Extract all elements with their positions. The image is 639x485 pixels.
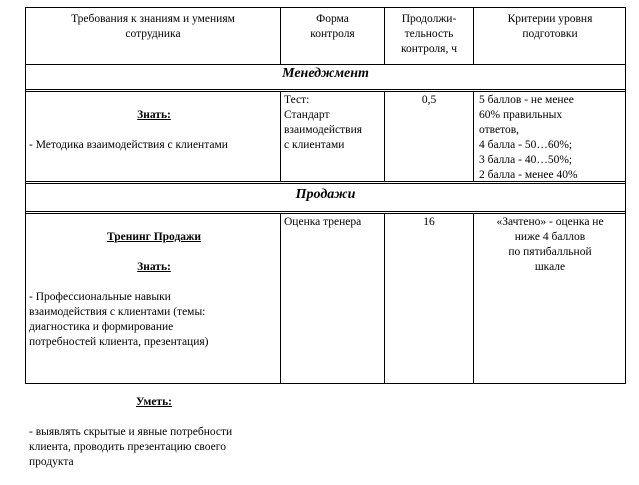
col-divider-3 (473, 7, 474, 65)
row-sales-duration: 16 (423, 216, 435, 228)
row-management-duration: 0,5 (421, 94, 437, 106)
header-duration: Продолжи- тельность контроля, ч (401, 13, 457, 55)
header-control-form: Форма контроля (310, 13, 355, 40)
col-divider-1 (280, 91, 281, 182)
row-sales-criteria: «Зачтено» - оценка не ниже 4 баллов по пятибалльной шкале (496, 216, 604, 273)
header-bottom-line (25, 64, 626, 65)
row-management-control-form: Тест: Стандарт взаимодействия с клиентами (284, 94, 363, 151)
know-text: - Профессиональные навыки взаимодействия с клиентами (темы: диагностика и формирование потребностей клиента, презентация) (29, 291, 209, 348)
col-divider-3 (473, 91, 474, 182)
requirement-text: - Методика взаимодействия с клиентами (29, 139, 228, 151)
row-sales-requirements (29, 215, 279, 485)
can-text: - выявлять скрытые и явные потребности клиента, проводить презентацию своего продукта (29, 426, 233, 468)
row-sales-control-form: Оценка тренера (284, 216, 362, 228)
training-title: Тренинг Продажи (107, 231, 201, 243)
col-divider-2 (384, 213, 385, 384)
can-label: Уметь: (136, 396, 172, 408)
col-divider-1 (280, 213, 281, 384)
col-divider-2 (384, 7, 385, 65)
col-divider-2 (384, 91, 385, 182)
col-divider-3 (473, 213, 474, 384)
col-divider-1 (280, 7, 281, 65)
table-border-top (25, 7, 626, 8)
section-2-bottom-line-2 (25, 213, 626, 214)
row-management-criteria: 5 баллов - не менее 60% правильных ответов, 4 балла - 50…60%; 3 балла - 40…50%; 2 балла - менее 40% (479, 94, 578, 181)
section-1-bottom-line (25, 89, 626, 90)
row-1-bottom-line-2 (25, 183, 626, 184)
section-2-bottom-line (25, 211, 626, 212)
know-label: Знать: (137, 109, 171, 121)
know-label: Знать: (137, 261, 171, 273)
header-criteria: Критерии уровня подготовки (507, 13, 593, 40)
section-1-bottom-line-2 (25, 91, 626, 92)
row-management-requirements (29, 93, 279, 168)
section-title-sales: Продажи (295, 187, 356, 202)
section-title-management: Менеджмент (282, 66, 369, 81)
requirements-table (25, 7, 626, 468)
header-requirements: Требования к знаниям и умениям сотрудника (71, 13, 235, 40)
